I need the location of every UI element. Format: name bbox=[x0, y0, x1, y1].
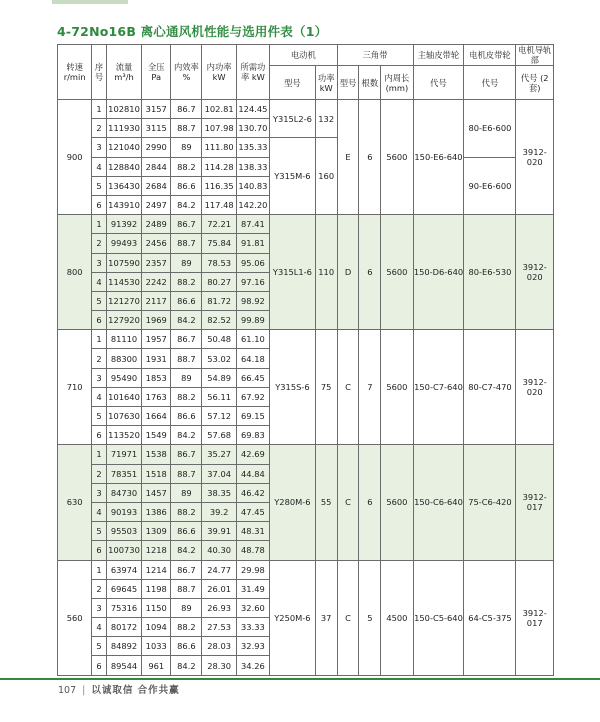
efficiency-cell: 84.2 bbox=[171, 311, 202, 330]
internal-power-cell: 39.2 bbox=[202, 502, 236, 521]
seq-cell: 1 bbox=[92, 215, 107, 234]
flow-cell: 84892 bbox=[106, 637, 141, 656]
seq-cell: 4 bbox=[92, 502, 107, 521]
seq-cell: 5 bbox=[92, 176, 107, 195]
pressure-cell: 2497 bbox=[142, 195, 171, 214]
main-pulley-cell: 150-C6-640 bbox=[413, 445, 464, 560]
internal-power-cell: 35.27 bbox=[202, 445, 236, 464]
flow-cell: 136430 bbox=[106, 176, 141, 195]
pressure-cell: 1094 bbox=[142, 618, 171, 637]
seq-cell: 5 bbox=[92, 637, 107, 656]
seq-cell: 1 bbox=[92, 560, 107, 579]
efficiency-cell: 88.7 bbox=[171, 349, 202, 368]
flow-cell: 101640 bbox=[106, 387, 141, 406]
flow-cell: 95503 bbox=[106, 522, 141, 541]
motor-rail-cell: 3912-017 bbox=[516, 560, 554, 675]
required-power-cell: 87.41 bbox=[236, 215, 269, 234]
required-power-cell: 31.49 bbox=[236, 579, 269, 598]
fan-performance-table bbox=[57, 44, 554, 676]
pressure-cell: 1033 bbox=[142, 637, 171, 656]
flow-cell: 100730 bbox=[106, 541, 141, 560]
required-power-cell: 46.42 bbox=[236, 483, 269, 502]
flow-cell: 80172 bbox=[106, 618, 141, 637]
belt-count-cell: 5 bbox=[359, 560, 381, 675]
seq-cell: 3 bbox=[92, 368, 107, 387]
header-main-pulley-code: 代号 bbox=[413, 66, 464, 100]
required-power-cell: 61.10 bbox=[236, 330, 269, 349]
internal-power-cell: 28.03 bbox=[202, 637, 236, 656]
required-power-cell: 32.60 bbox=[236, 598, 269, 617]
internal-power-cell: 102.81 bbox=[202, 100, 236, 119]
pressure-cell: 1931 bbox=[142, 349, 171, 368]
header-vbelt-model: 型号 bbox=[337, 66, 359, 100]
efficiency-cell: 86.7 bbox=[171, 330, 202, 349]
required-power-cell: 44.84 bbox=[236, 464, 269, 483]
belt-length-cell: 5600 bbox=[381, 330, 413, 445]
speed-group-800 bbox=[58, 215, 554, 330]
required-power-cell: 124.45 bbox=[236, 100, 269, 119]
pressure-cell: 1763 bbox=[142, 387, 171, 406]
pressure-cell: 2357 bbox=[142, 253, 171, 272]
flow-cell: 88300 bbox=[106, 349, 141, 368]
internal-power-cell: 40.30 bbox=[202, 541, 236, 560]
internal-power-cell: 56.11 bbox=[202, 387, 236, 406]
motor-model-cell: Y315L1-6 bbox=[270, 215, 316, 330]
table-row bbox=[58, 445, 554, 464]
internal-power-cell: 114.28 bbox=[202, 157, 236, 176]
required-power-cell: 138.33 bbox=[236, 157, 269, 176]
efficiency-cell: 86.6 bbox=[171, 407, 202, 426]
flow-cell: 143910 bbox=[106, 195, 141, 214]
flow-cell: 71971 bbox=[106, 445, 141, 464]
required-power-cell: 69.15 bbox=[236, 407, 269, 426]
flow-cell: 107630 bbox=[106, 407, 141, 426]
motor-model-cell: Y315M-6 bbox=[270, 138, 316, 215]
header-motor-power: 功率 kW bbox=[315, 66, 337, 100]
flow-cell: 90193 bbox=[106, 502, 141, 521]
header-motor-model: 型号 bbox=[270, 66, 316, 100]
efficiency-cell: 89 bbox=[171, 138, 202, 157]
seq-cell: 2 bbox=[92, 579, 107, 598]
pressure-cell: 2489 bbox=[142, 215, 171, 234]
header-vbelt: 三角带 bbox=[337, 45, 413, 66]
efficiency-cell: 86.7 bbox=[171, 215, 202, 234]
main-pulley-cell: 150-C7-640 bbox=[413, 330, 464, 445]
belt-length-cell: 5600 bbox=[381, 215, 413, 330]
required-power-cell: 130.70 bbox=[236, 119, 269, 138]
pressure-cell: 1664 bbox=[142, 407, 171, 426]
internal-power-cell: 107.98 bbox=[202, 119, 236, 138]
internal-power-cell: 80.27 bbox=[202, 272, 236, 291]
pressure-cell: 961 bbox=[142, 656, 171, 675]
header-pressure: 全压 Pa bbox=[142, 45, 171, 100]
header-vbelt-length: 内周长 (mm) bbox=[381, 66, 413, 100]
flow-cell: 78351 bbox=[106, 464, 141, 483]
header-motor-rail: 电机导轨部 bbox=[516, 45, 554, 66]
efficiency-cell: 89 bbox=[171, 483, 202, 502]
motor-rail-cell: 3912-020 bbox=[516, 100, 554, 215]
belt-count-cell: 6 bbox=[359, 100, 381, 215]
internal-power-cell: 38.35 bbox=[202, 483, 236, 502]
seq-cell: 4 bbox=[92, 618, 107, 637]
pressure-cell: 1309 bbox=[142, 522, 171, 541]
speed-cell: 900 bbox=[58, 100, 92, 215]
seq-cell: 1 bbox=[92, 445, 107, 464]
flow-cell: 102810 bbox=[106, 100, 141, 119]
speed-cell: 800 bbox=[58, 215, 92, 330]
flow-cell: 69645 bbox=[106, 579, 141, 598]
flow-cell: 91392 bbox=[106, 215, 141, 234]
motor-power-cell: 75 bbox=[315, 330, 337, 445]
internal-power-cell: 26.93 bbox=[202, 598, 236, 617]
pressure-cell: 1957 bbox=[142, 330, 171, 349]
seq-cell: 2 bbox=[92, 234, 107, 253]
internal-power-cell: 57.12 bbox=[202, 407, 236, 426]
motor-rail-cell: 3912-017 bbox=[516, 445, 554, 560]
motor-power-cell: 132 bbox=[315, 100, 337, 138]
efficiency-cell: 86.6 bbox=[171, 291, 202, 310]
flow-cell: 121040 bbox=[106, 138, 141, 157]
motor-pulley-cell: 64-C5-375 bbox=[464, 560, 516, 675]
internal-power-cell: 24.77 bbox=[202, 560, 236, 579]
seq-cell: 4 bbox=[92, 157, 107, 176]
pressure-cell: 1198 bbox=[142, 579, 171, 598]
main-pulley-cell: 150-C5-640 bbox=[413, 560, 464, 675]
required-power-cell: 69.83 bbox=[236, 426, 269, 445]
belt-model-cell: D bbox=[337, 215, 359, 330]
motor-pulley-cell: 80-C7-470 bbox=[464, 330, 516, 445]
required-power-cell: 33.33 bbox=[236, 618, 269, 637]
seq-cell: 1 bbox=[92, 330, 107, 349]
flow-cell: 113520 bbox=[106, 426, 141, 445]
footer-divider bbox=[0, 678, 600, 680]
internal-power-cell: 81.72 bbox=[202, 291, 236, 310]
motor-pulley-cell: 80-E6-530 bbox=[464, 215, 516, 330]
flow-cell: 114530 bbox=[106, 272, 141, 291]
internal-power-cell: 50.48 bbox=[202, 330, 236, 349]
pressure-cell: 1218 bbox=[142, 541, 171, 560]
efficiency-cell: 86.7 bbox=[171, 100, 202, 119]
required-power-cell: 91.81 bbox=[236, 234, 269, 253]
motor-power-cell: 110 bbox=[315, 215, 337, 330]
required-power-cell: 97.16 bbox=[236, 272, 269, 291]
seq-cell: 3 bbox=[92, 483, 107, 502]
required-power-cell: 67.92 bbox=[236, 387, 269, 406]
belt-model-cell: E bbox=[337, 100, 359, 215]
efficiency-cell: 84.2 bbox=[171, 195, 202, 214]
required-power-cell: 64.18 bbox=[236, 349, 269, 368]
motor-power-cell: 37 bbox=[315, 560, 337, 675]
efficiency-cell: 89 bbox=[171, 253, 202, 272]
pressure-cell: 1214 bbox=[142, 560, 171, 579]
motor-power-cell: 160 bbox=[315, 138, 337, 215]
pressure-cell: 2242 bbox=[142, 272, 171, 291]
efficiency-cell: 84.2 bbox=[171, 656, 202, 675]
required-power-cell: 32.93 bbox=[236, 637, 269, 656]
table-row bbox=[58, 560, 554, 579]
pressure-cell: 2456 bbox=[142, 234, 171, 253]
flow-cell: 107590 bbox=[106, 253, 141, 272]
seq-cell: 6 bbox=[92, 195, 107, 214]
motor-model-cell: Y250M-6 bbox=[270, 560, 316, 675]
motor-model-cell: Y280M-6 bbox=[270, 445, 316, 560]
belt-count-cell: 7 bbox=[359, 330, 381, 445]
seq-cell: 4 bbox=[92, 272, 107, 291]
efficiency-cell: 88.7 bbox=[171, 234, 202, 253]
speed-group-630 bbox=[58, 445, 554, 560]
seq-cell: 6 bbox=[92, 426, 107, 445]
pressure-cell: 1386 bbox=[142, 502, 171, 521]
efficiency-cell: 88.2 bbox=[171, 618, 202, 637]
internal-power-cell: 117.48 bbox=[202, 195, 236, 214]
header-speed: 转速 r/min bbox=[58, 45, 92, 100]
internal-power-cell: 39.91 bbox=[202, 522, 236, 541]
efficiency-cell: 88.7 bbox=[171, 464, 202, 483]
internal-power-cell: 54.89 bbox=[202, 368, 236, 387]
pressure-cell: 2684 bbox=[142, 176, 171, 195]
required-power-cell: 99.89 bbox=[236, 311, 269, 330]
internal-power-cell: 57.68 bbox=[202, 426, 236, 445]
page-title: 4-72No16B 离心通风机性能与选用件表（1） bbox=[57, 24, 328, 39]
motor-pulley-cell: 90-E6-600 bbox=[464, 157, 516, 215]
pressure-cell: 1538 bbox=[142, 445, 171, 464]
motor-power-cell: 55 bbox=[315, 445, 337, 560]
pressure-cell: 2990 bbox=[142, 138, 171, 157]
required-power-cell: 48.31 bbox=[236, 522, 269, 541]
main-pulley-cell: 150-E6-640 bbox=[413, 100, 464, 215]
speed-group-900 bbox=[58, 100, 554, 215]
flow-cell: 75316 bbox=[106, 598, 141, 617]
pressure-cell: 1457 bbox=[142, 483, 171, 502]
flow-cell: 84730 bbox=[106, 483, 141, 502]
pressure-cell: 1853 bbox=[142, 368, 171, 387]
internal-power-cell: 75.84 bbox=[202, 234, 236, 253]
seq-cell: 5 bbox=[92, 291, 107, 310]
main-pulley-cell: 150-D6-640 bbox=[413, 215, 464, 330]
header-motor-pulley: 电机皮带轮 bbox=[464, 45, 516, 66]
seq-cell: 4 bbox=[92, 387, 107, 406]
seq-cell: 2 bbox=[92, 464, 107, 483]
table-row bbox=[58, 215, 554, 234]
seq-cell: 2 bbox=[92, 119, 107, 138]
seq-cell: 3 bbox=[92, 253, 107, 272]
motor-pulley-cell: 75-C6-420 bbox=[464, 445, 516, 560]
header-motor-rail-code: 代号 (2套) bbox=[516, 66, 554, 100]
efficiency-cell: 88.2 bbox=[171, 157, 202, 176]
pressure-cell: 2117 bbox=[142, 291, 171, 310]
internal-power-cell: 26.01 bbox=[202, 579, 236, 598]
belt-model-cell: C bbox=[337, 560, 359, 675]
efficiency-cell: 86.6 bbox=[171, 176, 202, 195]
required-power-cell: 135.33 bbox=[236, 138, 269, 157]
top-tab-decoration bbox=[52, 0, 128, 4]
efficiency-cell: 88.7 bbox=[171, 579, 202, 598]
efficiency-cell: 86.7 bbox=[171, 560, 202, 579]
efficiency-cell: 88.2 bbox=[171, 387, 202, 406]
header-efficiency: 内效率 % bbox=[171, 45, 202, 100]
flow-cell: 63974 bbox=[106, 560, 141, 579]
header-motor-pulley-code: 代号 bbox=[464, 66, 516, 100]
header-vbelt-count: 根数 bbox=[359, 66, 381, 100]
seq-cell: 6 bbox=[92, 311, 107, 330]
header-internal-power: 内功率 kW bbox=[202, 45, 236, 100]
required-power-cell: 42.69 bbox=[236, 445, 269, 464]
seq-cell: 2 bbox=[92, 349, 107, 368]
internal-power-cell: 28.30 bbox=[202, 656, 236, 675]
pressure-cell: 1150 bbox=[142, 598, 171, 617]
speed-group-560 bbox=[58, 560, 554, 675]
seq-cell: 6 bbox=[92, 541, 107, 560]
header-motor: 电动机 bbox=[270, 45, 338, 66]
flow-cell: 95490 bbox=[106, 368, 141, 387]
footer-separator: | bbox=[82, 685, 86, 696]
internal-power-cell: 116.35 bbox=[202, 176, 236, 195]
efficiency-cell: 88.2 bbox=[171, 272, 202, 291]
seq-cell: 3 bbox=[92, 598, 107, 617]
efficiency-cell: 86.6 bbox=[171, 522, 202, 541]
page-number: 107 bbox=[58, 685, 77, 696]
belt-count-cell: 6 bbox=[359, 445, 381, 560]
motor-pulley-cell: 80-E6-600 bbox=[464, 100, 516, 158]
efficiency-cell: 84.2 bbox=[171, 426, 202, 445]
required-power-cell: 140.83 bbox=[236, 176, 269, 195]
required-power-cell: 95.06 bbox=[236, 253, 269, 272]
motor-rail-cell: 3912-020 bbox=[516, 330, 554, 445]
internal-power-cell: 53.02 bbox=[202, 349, 236, 368]
belt-count-cell: 6 bbox=[359, 215, 381, 330]
efficiency-cell: 86.6 bbox=[171, 637, 202, 656]
seq-cell: 1 bbox=[92, 100, 107, 119]
pressure-cell: 1969 bbox=[142, 311, 171, 330]
required-power-cell: 66.45 bbox=[236, 368, 269, 387]
header-required-power: 所需功率 kW bbox=[236, 45, 269, 100]
flow-cell: 111930 bbox=[106, 119, 141, 138]
speed-cell: 710 bbox=[58, 330, 92, 445]
belt-length-cell: 5600 bbox=[381, 100, 413, 215]
speed-group-710 bbox=[58, 330, 554, 445]
speed-cell: 560 bbox=[58, 560, 92, 675]
efficiency-cell: 84.2 bbox=[171, 541, 202, 560]
motor-model-cell: Y315L2-6 bbox=[270, 100, 316, 138]
motor-rail-cell: 3912-020 bbox=[516, 215, 554, 330]
table-row bbox=[58, 100, 554, 119]
flow-cell: 121270 bbox=[106, 291, 141, 310]
required-power-cell: 142.20 bbox=[236, 195, 269, 214]
flow-cell: 128840 bbox=[106, 157, 141, 176]
speed-cell: 630 bbox=[58, 445, 92, 560]
required-power-cell: 29.98 bbox=[236, 560, 269, 579]
internal-power-cell: 82.52 bbox=[202, 311, 236, 330]
page-footer bbox=[58, 682, 180, 696]
footer-slogan: 以诚取信 合作共赢 bbox=[91, 685, 180, 696]
flow-cell: 99493 bbox=[106, 234, 141, 253]
seq-cell: 5 bbox=[92, 522, 107, 541]
belt-model-cell: C bbox=[337, 330, 359, 445]
pressure-cell: 3115 bbox=[142, 119, 171, 138]
internal-power-cell: 111.80 bbox=[202, 138, 236, 157]
header-main-pulley: 主轴皮带轮 bbox=[413, 45, 464, 66]
required-power-cell: 34.26 bbox=[236, 656, 269, 675]
flow-cell: 81110 bbox=[106, 330, 141, 349]
belt-model-cell: C bbox=[337, 445, 359, 560]
belt-length-cell: 4500 bbox=[381, 560, 413, 675]
efficiency-cell: 89 bbox=[171, 598, 202, 617]
efficiency-cell: 88.7 bbox=[171, 119, 202, 138]
internal-power-cell: 78.53 bbox=[202, 253, 236, 272]
seq-cell: 3 bbox=[92, 138, 107, 157]
pressure-cell: 1518 bbox=[142, 464, 171, 483]
internal-power-cell: 37.04 bbox=[202, 464, 236, 483]
pressure-cell: 1549 bbox=[142, 426, 171, 445]
seq-cell: 6 bbox=[92, 656, 107, 675]
required-power-cell: 48.78 bbox=[236, 541, 269, 560]
flow-cell: 89544 bbox=[106, 656, 141, 675]
efficiency-cell: 89 bbox=[171, 368, 202, 387]
belt-length-cell: 5600 bbox=[381, 445, 413, 560]
required-power-cell: 47.45 bbox=[236, 502, 269, 521]
table-row bbox=[58, 330, 554, 349]
pressure-cell: 2844 bbox=[142, 157, 171, 176]
flow-cell: 127920 bbox=[106, 311, 141, 330]
motor-model-cell: Y315S-6 bbox=[270, 330, 316, 445]
internal-power-cell: 72.21 bbox=[202, 215, 236, 234]
required-power-cell: 98.92 bbox=[236, 291, 269, 310]
efficiency-cell: 86.7 bbox=[171, 445, 202, 464]
internal-power-cell: 27.53 bbox=[202, 618, 236, 637]
seq-cell: 5 bbox=[92, 407, 107, 426]
header-seq: 序号 bbox=[92, 45, 107, 100]
efficiency-cell: 88.2 bbox=[171, 502, 202, 521]
header-flow: 流量 m³/h bbox=[106, 45, 141, 100]
pressure-cell: 3157 bbox=[142, 100, 171, 119]
